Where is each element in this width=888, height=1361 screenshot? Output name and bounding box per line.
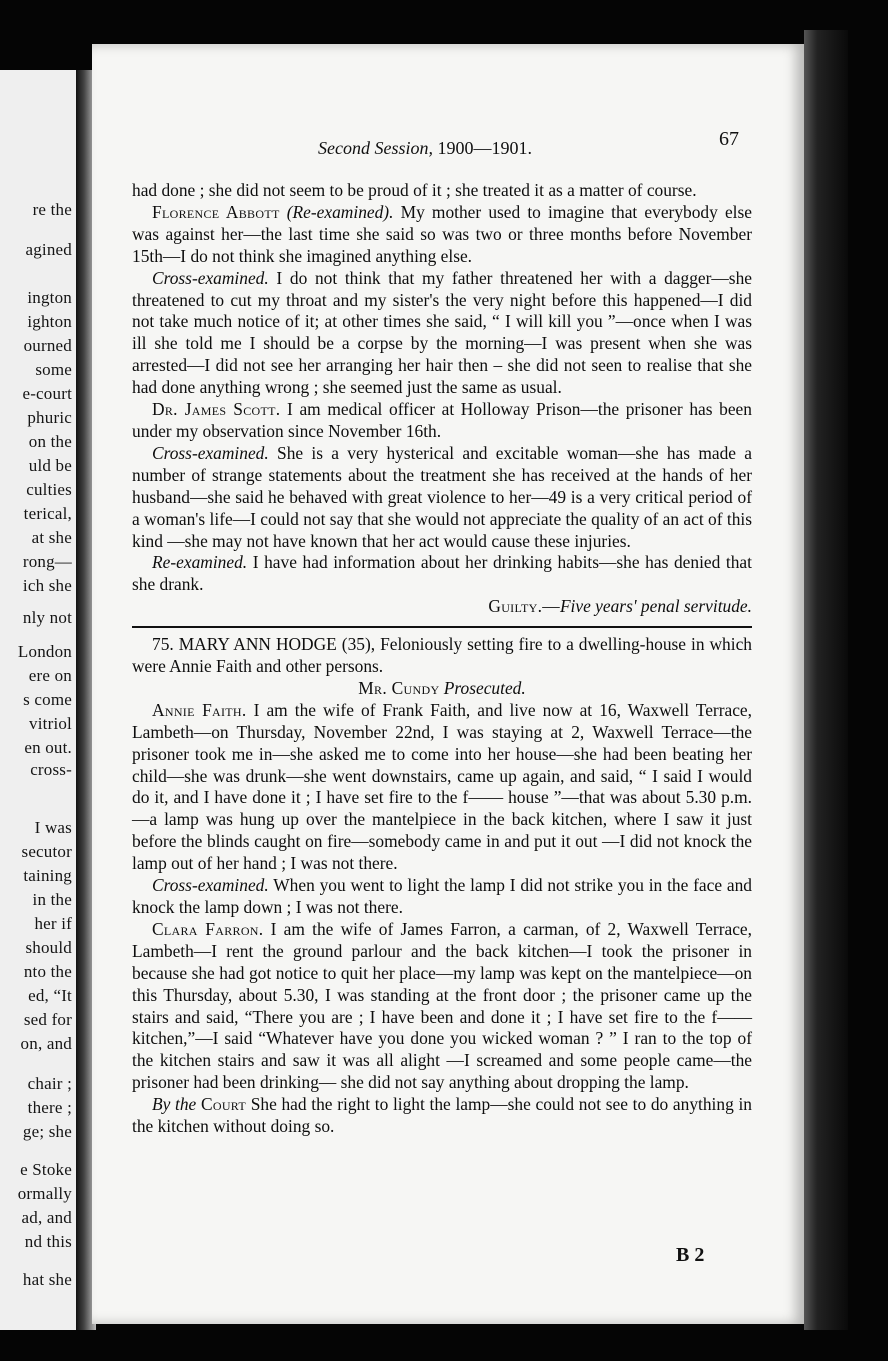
cross-examination — [132, 268, 752, 399]
left-page-line: nly not — [22, 608, 72, 627]
testimony-text: She had the right to light the lamp—she could not see to do anything in the kitchen without doing so. — [132, 1094, 752, 1137]
examination-label: Cross-examined. — [152, 875, 269, 896]
examination-label: Re-examined. — [152, 552, 248, 573]
left-page-line: s come — [23, 690, 72, 709]
testimony-florence-abbott — [132, 202, 752, 268]
prosecutor-name: Mr. Cundy — [358, 677, 440, 698]
left-page-line: ighton — [27, 312, 72, 331]
left-page-line: at she — [31, 528, 72, 547]
witness-name: Florence Abbott — [152, 201, 280, 222]
left-page-line: e-court — [22, 384, 72, 403]
left-page-line: hat she — [22, 1270, 72, 1289]
left-page-line: taining — [23, 866, 72, 885]
witness-name: Clara Farron. — [152, 918, 264, 939]
left-page-line: vitriol — [29, 714, 72, 733]
left-page-line: nto the — [23, 962, 72, 981]
left-page-line: ad, and — [21, 1208, 72, 1227]
left-page-line: terical, — [23, 504, 72, 523]
left-page-line: secutor — [21, 842, 72, 861]
testimony-text: I have had information about her drinking habits—she has denied that she drank. — [132, 552, 752, 595]
left-page-line: ge; she — [22, 1122, 72, 1141]
testimony-james-scott — [132, 399, 752, 443]
testimony-text: I am the wife of James Farron, a carman, of 2, Waxwell Terrace, Lambeth—I rent the ground parlour and the back kitchen—I took the prisoner in because she had got notice to quit her place—my lamp was kept on the mantelpiece—on this Thursday, about 5.30, I was standing at the front door ; the prisoner came up the stairs and said, “There you are ; I have been and done it ; I have set fire to the f—— kitchen,”—I said “Whatever have you done you wicked woman ? ” I ran to the top of the kitchen stairs and saw it was all alight —I screamed and some people came—the prisoner had been drinking— she did not say anything about dropping the lamp. — [132, 918, 752, 1093]
prosecutor-role: Prosecuted. — [443, 677, 526, 698]
left-page-line: some — [35, 360, 72, 379]
sentence-text: Five years' penal servitude. — [559, 596, 752, 617]
examination-label: By the — [152, 1094, 197, 1115]
running-header — [318, 138, 532, 159]
court-statement — [132, 1094, 752, 1138]
case-heading: 75. MARY ANN HODGE (35), Feloniously setting fire to a dwelling-house in which were Annie Faith and other persons. — [132, 634, 752, 677]
examination-type: (Re-examined). — [286, 201, 394, 222]
left-page-line: uld be — [28, 456, 72, 475]
left-page-line: on the — [28, 432, 72, 451]
left-page-line: agined — [25, 240, 72, 259]
session-label: Second Session, — [318, 138, 433, 158]
testimony-text: I am the wife of Frank Faith, and live now at 16, Waxwell Terrace, Lambeth—on Thursday, November 22nd, I was staying at 2, Waxwell Terrace—the prisoner took me in—she asked me to come into her house—she had been beating her child—she was drunk—she went downstairs, came up again, and said, “ I said I would do it, and I have done it ; I have set fire to the f—— house ”—that was about 5.30 p.m.—a lamp was hung up over the mantelpiece in the back kitchen, where I saw it just before the blinds caught on fire—somebody came in and put it out —I did not knock the lamp out of her hand ; I was not there. — [132, 699, 752, 874]
witness-name: Dr. James Scott. — [152, 399, 281, 420]
session-years: 1900—1901. — [437, 138, 532, 158]
left-page-line: on, and — [20, 1034, 72, 1053]
left-page-line: culties — [26, 480, 72, 499]
examination-label: Cross-examined. — [152, 267, 269, 288]
left-page-line: ourned — [23, 336, 72, 355]
signature-mark: B 2 — [676, 1244, 705, 1266]
witness-name: Annie Faith. — [152, 699, 247, 720]
left-page-line: in the — [32, 890, 72, 909]
testimony-text: She is a very hysterical and excitable woman—she has made a number of strange statements about the treatment she has received at the hands of her husband—she said he behaved with great violence to her—49 is a very critical period of a woman's life—I could not say that she would not appreciate the quality of an act of this kind —she may not have known that her act would cause these injuries. — [132, 442, 752, 551]
testimony-annie-faith — [132, 700, 752, 875]
page-number: 67 — [719, 128, 739, 150]
verdict-label: Guilty.— — [488, 596, 560, 617]
testimony-text: I do not think that my father threatened her with a dagger—she threatened to cut my throat and my sister's the very night before this happened—I did not take much notice of it; at other times she said, “ I will kill you ”—once when I was ill she told me I should be a corpse by the morning—I was present when she was arrested—I did not see her arranging her hair then – she did not seen to realise that she had done anything wrong ; she seemed just the same as usual. — [132, 267, 752, 398]
left-page-line: her if — [34, 914, 72, 933]
left-page-line: I was — [34, 818, 72, 837]
left-facing-page — [0, 70, 79, 1330]
left-page-line: re the — [32, 200, 72, 219]
left-page-line: cross- — [30, 760, 72, 779]
left-page-line: en out. — [24, 738, 72, 757]
section-divider — [132, 626, 752, 628]
left-page-line: ed, “It — [28, 986, 72, 1005]
re-examination — [132, 552, 752, 596]
left-page-line: ormally — [17, 1184, 72, 1203]
court-label: Court — [200, 1094, 247, 1115]
testimony-text: I am medical officer at Holloway Prison—the prisoner has been under my observation since November 16th. — [132, 399, 752, 441]
left-page-line: chair ; — [27, 1074, 72, 1093]
left-page-line: nd this — [24, 1232, 72, 1251]
page-body — [132, 180, 752, 1138]
testimony-clara-farron — [132, 919, 752, 1094]
left-page-line: ere on — [28, 666, 72, 685]
book-spine-edge — [804, 30, 848, 1330]
left-page-line: ington — [27, 288, 72, 307]
testimony-text: My mother used to imagine that everybody else was against her—the last time she said so was two or three months before November 15th—I do not think she imagined anything else. — [132, 201, 752, 266]
prosecutor-line — [132, 678, 752, 700]
left-page-line: there ; — [27, 1098, 72, 1117]
examination-label: Cross-examined. — [152, 442, 269, 463]
left-page-line: sed for — [23, 1010, 72, 1029]
left-page-line: rong— — [22, 552, 72, 571]
verdict — [132, 596, 752, 618]
paragraph-continuation: had done ; she did not seem to be proud of it ; she treated it as a matter of course. — [132, 180, 697, 200]
left-page-line: London — [17, 642, 72, 661]
left-page-line: ich she — [22, 576, 72, 595]
left-page-line: e Stoke — [20, 1160, 72, 1179]
left-page-line: phuric — [27, 408, 72, 427]
cross-examination — [132, 443, 752, 553]
left-page-line: should — [25, 938, 72, 957]
cross-examination — [132, 875, 752, 919]
testimony-text: When you went to light the lamp I did not strike you in the face and knock the lamp down ; I was not there. — [132, 875, 752, 917]
